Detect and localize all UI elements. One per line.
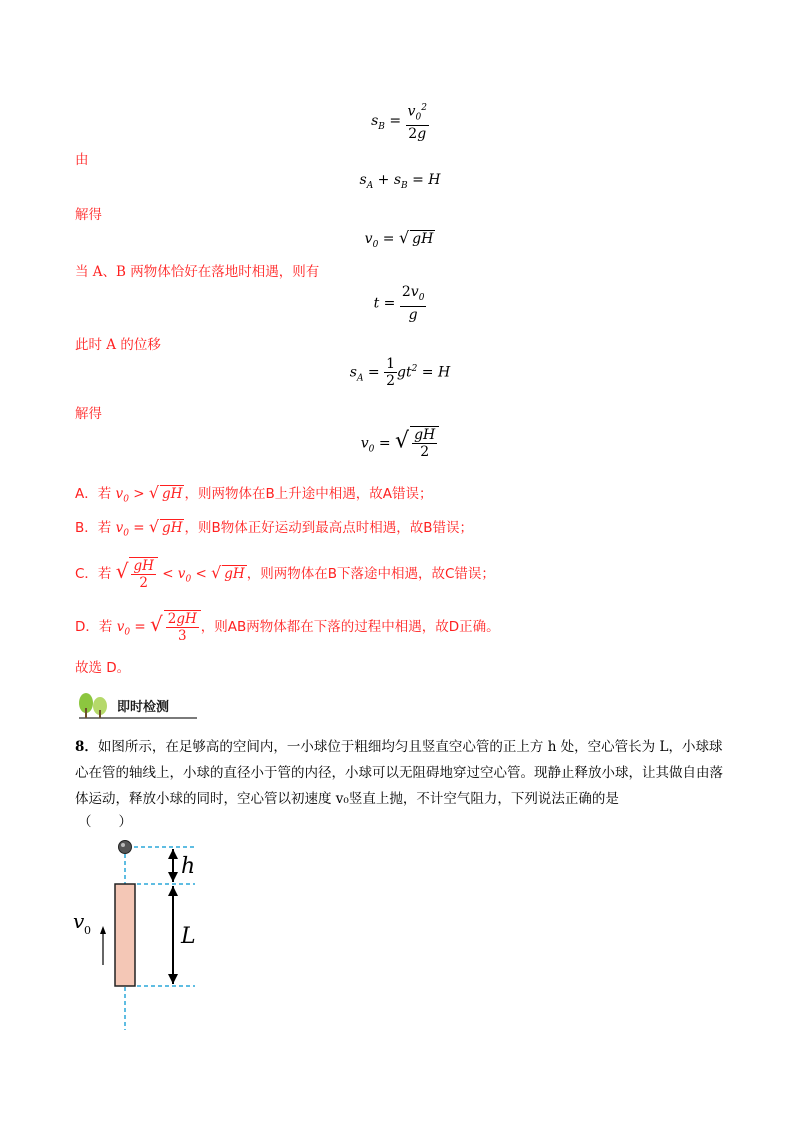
option-b-label: B．若 — [75, 520, 112, 536]
option-c: C．若 √ $\frac{gH}{2}$ < $v_0$ < √ gH ，则两物体在B下落途中相遇，故C错误； — [75, 558, 495, 591]
label-l: L — [181, 924, 196, 949]
text-conclusion: 故选 D。 — [75, 660, 131, 676]
label-v0: v — [73, 909, 85, 933]
option-a-label: A．若 — [75, 486, 112, 502]
text-solve-1: 解得 — [75, 207, 102, 223]
equation-v0-2: $v_0$ = √ $\frac{gH}{2}$ — [0, 426, 800, 460]
equation-sb: $s_B$ = $\frac{v_0^2}{2g}$ — [0, 100, 800, 142]
option-c-text: ，则两物体在B下落途中相遇，故C错误； — [246, 566, 495, 582]
label-v0-subscript: 0 — [84, 924, 91, 937]
option-c-label: C．若 — [75, 566, 112, 582]
figure-ball-tube — [65, 835, 225, 1035]
text-by: 由 — [75, 152, 89, 168]
option-a: A．若 $v_0$ > √ gH ，则两物体在B上升途中相遇，故A错误； — [75, 483, 433, 505]
option-d-text: ，则AB两物体都在下落的过程中相遇，故D正确。 — [200, 619, 500, 635]
question-8 — [75, 734, 730, 812]
question-text: 如图所示，在足够高的空间内，一小球位于粗细均匀且竖直空心管的正上方 h 处，空心管长为 L，小球球心在管的轴线上，小球的直径小于管的内径，小球可以无阻碍地穿过空心管。现静止释放小球，让其做自由落体运动，释放小球的同时，空心管以初速度 v₀竖直上抛，不计空气阻力，下列说法正确的是 — [75, 739, 723, 807]
text-disp-a: 此时 A 的位移 — [75, 337, 161, 353]
equation-t: t = $\frac{2v_0}{g}$ — [373, 284, 425, 323]
section-title: 即时检测 — [117, 700, 170, 715]
text-solve-2: 解得 — [75, 406, 102, 422]
option-b-text: ，则B物体正好运动到最高点时相遇，故B错误； — [184, 520, 473, 536]
option-d: D．若 $v_0$ = √ $\frac{2gH}{3}$ ，则AB两物体都在下落的过程中相遇，故D正确。 — [75, 611, 500, 644]
equation-sa: $s_A$ = $\frac{1}{2}$ $gt^2 = H$ — [349, 356, 451, 389]
label-h: h — [181, 854, 196, 879]
text-meet-ground: 当 A、B 两物体恰好在落地时相遇，则有 — [75, 264, 320, 280]
section-banner — [75, 690, 200, 722]
option-d-label: D．若 — [75, 619, 113, 635]
option-b: B．若 $v_0$ = √ gH ，则B物体正好运动到最高点时相遇，故B错误； — [75, 517, 473, 539]
equation-v0-1: $v_0$ = √ gH — [364, 228, 434, 250]
equation-sum: $s_A + s_B = H$ — [359, 172, 441, 191]
question-number: 8． — [75, 739, 98, 755]
answer-blank: （ ） — [78, 814, 132, 830]
option-a-text: ，则两物体在B上升途中相遇，故A错误； — [184, 486, 433, 502]
